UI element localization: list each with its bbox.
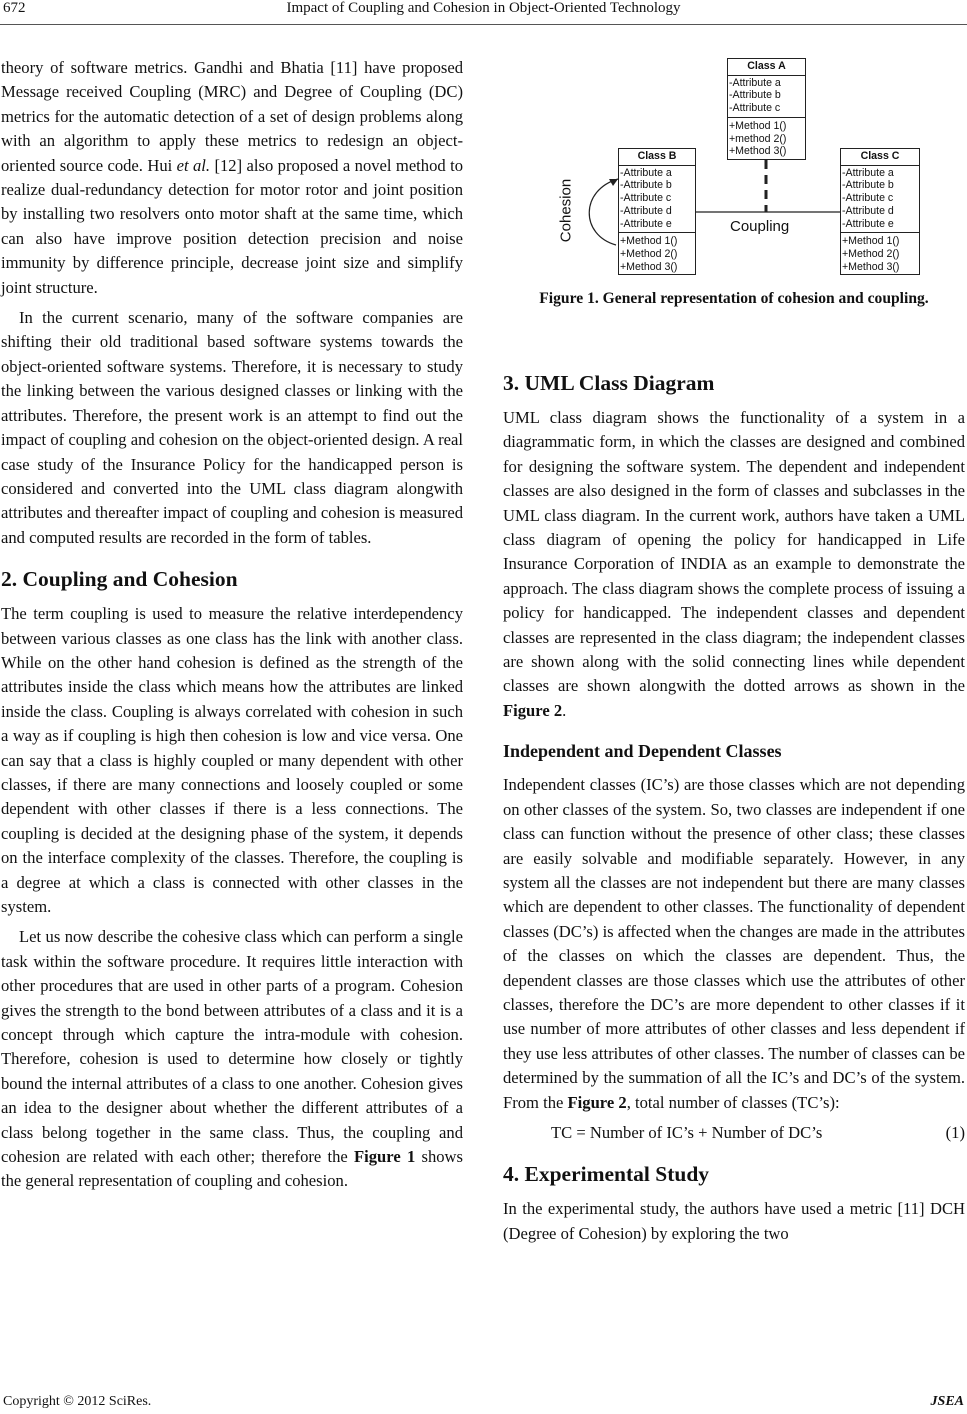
footer-copyright: Copyright © 2012 SciRes. bbox=[3, 1394, 152, 1409]
paragraph-4: Let us now describe the cohesive class which can perform a single task within the software procedure. It requires little interaction with other procedures that are used in other parts of a program. Cohesion gives the strength to the bond between attributes of a class and it is a concept through which capture the intra-module with cohesion. Therefore, cohesion is used to determine how closely or tightly bound the internal attributes of a class to one another. Cohesion gives an idea to the designer about whether the different attributes of a class belong together in the same class. Thus, the coupling and cohesion are related with each other; therefore the Figure 1 shows the general representation of coupling and cohesion. bbox=[1, 927, 463, 1191]
class-a-method: +Method 3() bbox=[729, 145, 787, 158]
class-b-method: +Method 3() bbox=[620, 260, 678, 273]
class-c-method: +Method 2() bbox=[842, 247, 900, 260]
class-a-method: +Method 1() bbox=[729, 119, 787, 132]
figure-2-reference[interactable]: Figure 2 bbox=[567, 1092, 627, 1112]
left-column bbox=[1, 56, 463, 1194]
class-b-method: +Method 2() bbox=[620, 247, 678, 260]
class-c-attribute: -Attribute a bbox=[842, 166, 894, 179]
cohesion-label: Cohesion bbox=[557, 178, 575, 243]
class-b-attribute: -Attribute b bbox=[620, 179, 672, 192]
header-rule bbox=[0, 24, 967, 25]
coupling-label: Coupling bbox=[730, 218, 790, 235]
paragraph-6: Independent classes (IC’s) are those classes which are not depending on other classes of the system. So, two classes are independent if one class can function without the presence of other class; these classes are easily solvable and modifiable separately. However, in any system all the classes are not independent but there are many classes which are dependent to other classes. The functionality of dependent classes (DC’s) is affected when the changes are made in the attributes of the classes on which the classes are dependent. Thus, the dependent classes are those classes which use the attributes of other classes, therefore the DC’s are more dependent to other classes if it use number of more attributes of other classes and less dependent if they use less attributes of other classes. The number of classes can be determined by the summation of all the IC’s and DC’s of the system. From the Figure 2, total number of classes (TC’s): bbox=[503, 775, 965, 1112]
right-column bbox=[503, 370, 965, 1246]
class-a-method: +method 2() bbox=[729, 132, 787, 145]
class-b-name: Class B bbox=[619, 149, 695, 166]
figure-1-caption: Figure 1. General representation of cohesion and coupling. bbox=[539, 290, 929, 307]
class-a-box bbox=[727, 58, 806, 160]
equation-number: (1) bbox=[945, 1122, 965, 1142]
independent-dependent-heading: Independent and Dependent Classes bbox=[503, 741, 782, 762]
class-c-method: +Method 1() bbox=[842, 235, 900, 248]
figure-1-diagram bbox=[540, 55, 960, 280]
class-c-name: Class C bbox=[841, 149, 919, 166]
paragraph-3: The term coupling is used to measure the relative interdependency between various classes as one class has the link with another class. While on the other hand cohesion is defined as the strength of the attributes inside the class which means how the attributes are linked inside the class. Coupling is always correlated with cohesion in such a way as if coupling is high then cohesion is low and vice versa. One can say that a class is highly coupled or many dependent with other classes, if there are many connections and loosely coupled or some dependent with other classes if there is a less connections. The coupling is decided at the designing phase of the system, it depends on the interface complexity of the classes. Therefore, the coupling is a degree at which a class is connected with other classes in the system. bbox=[1, 604, 463, 916]
paragraph-7: In the experimental study, the authors have used a metric [11] DCH (Degree of Cohesion) by exploring the two bbox=[503, 1199, 965, 1243]
class-b-method: +Method 1() bbox=[620, 235, 678, 248]
class-c-attribute: -Attribute b bbox=[842, 179, 894, 192]
class-c-attribute: -Attribute d bbox=[842, 204, 894, 217]
class-b-box bbox=[618, 148, 696, 275]
class-a-name: Class A bbox=[728, 59, 805, 76]
class-b-attribute: -Attribute d bbox=[620, 204, 672, 217]
class-c-box bbox=[840, 148, 920, 275]
section-3-heading: 3. UML Class Diagram bbox=[503, 371, 715, 395]
class-c-attribute: -Attribute e bbox=[842, 217, 894, 230]
section-2-heading: 2. Coupling and Cohesion bbox=[1, 567, 238, 592]
class-c-attribute: -Attribute c bbox=[842, 192, 894, 205]
cohesion-arc bbox=[589, 179, 618, 245]
running-title: Impact of Coupling and Cohesion in Object-Oriented Technology bbox=[286, 0, 681, 16]
section-4-heading: 4. Experimental Study bbox=[503, 1162, 710, 1187]
equation-text: TC = Number of IC’s + Number of DC’s bbox=[551, 1122, 823, 1142]
paragraph-2: In the current scenario, many of the software companies are shifting their old traditional based software systems towards the object-oriented software systems. Therefore, it is necessary to study the linking between the various designed classes or linking with the attributes. Therefore, the present work is an attempt to find out the impact of coupling and cohesion on the object-oriented design. A real case study of the Insurance Policy for the handicapped person is considered and converted into the UML class diagram alongwith attributes and thereafter impact of coupling and cohesion is measured and computed results are recorded in the form of tables. bbox=[1, 308, 463, 547]
page-number: 672 bbox=[3, 0, 26, 16]
class-b-attribute: -Attribute e bbox=[620, 217, 672, 230]
class-a-attribute: -Attribute a bbox=[729, 76, 781, 89]
class-b-attribute: -Attribute a bbox=[620, 166, 672, 179]
footer-journal: JSEA bbox=[930, 1394, 964, 1409]
class-a-attribute: -Attribute c bbox=[729, 102, 781, 115]
figure-2-reference[interactable]: Figure 2 bbox=[503, 700, 563, 720]
paragraph-1: theory of software metrics. Gandhi and Bhatia [11] have proposed Message received Coupling (MRC) and Degree of Coupling (DC) metrics for the automatic detection of a set of design problems along with an algorithm to apply these metrics to redesign an object-oriented source code. Hui et al. [12] also proposed a novel method to realize dual-redundancy detection for motor rotor and joint position by installing two resolvers onto motor shaft at the same time, which can also have improve position detection precision and noise immunity by difference principle, decrease joint size and simplify joint structure. bbox=[1, 58, 463, 297]
class-b-attribute: -Attribute c bbox=[620, 192, 672, 205]
paragraph-5: UML class diagram shows the functionality of a system in a diagrammatic form, in which the classes are designed and combined for designing the software system. The dependent and independent classes are also designed in the form of classes and subclasses in the UML class diagram. In the current work, authors have taken a UML class diagram of opening the policy for handicapped in Life Insurance Corporation of INDIA as an example to demonstrate the approach. The class diagram shows the complete process of issuing a policy for handicapped. The independent classes and dependent classes are represented in the class diagram; the independent classes are shown along with the solid connecting lines while dependent classes are shown alongwith the dotted arrows as shown in the Figure 2. bbox=[503, 408, 965, 720]
class-a-attribute: -Attribute b bbox=[729, 89, 781, 102]
class-c-method: +Method 3() bbox=[842, 260, 900, 273]
equation-1 bbox=[503, 1121, 965, 1145]
figure-1-reference[interactable]: Figure 1 bbox=[354, 1147, 416, 1167]
